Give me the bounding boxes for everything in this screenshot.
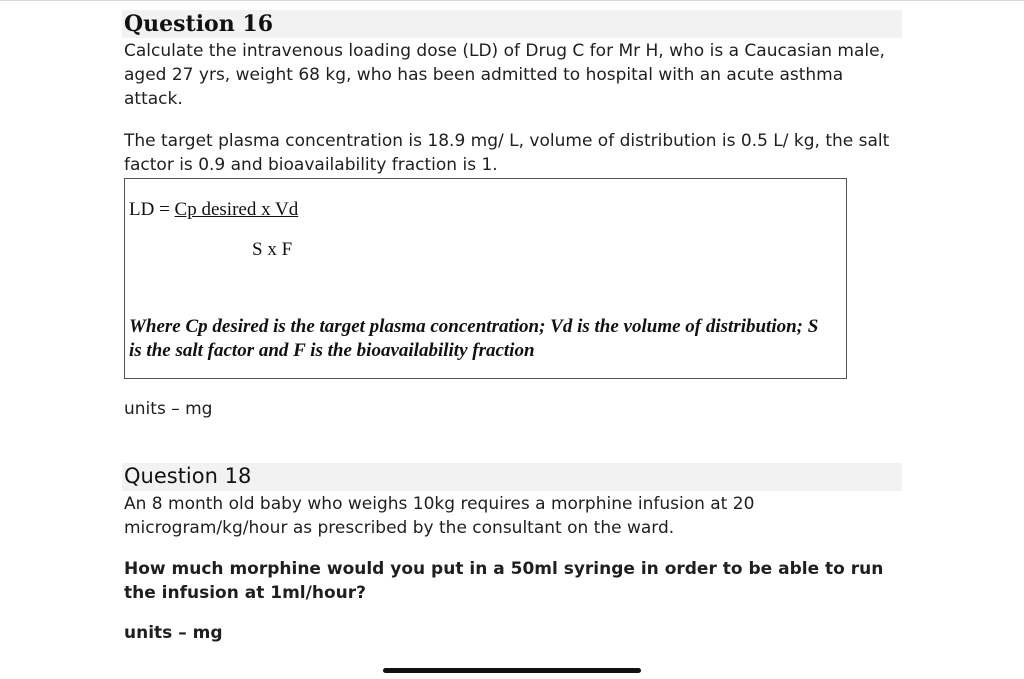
question-18-title: Question 18 [124,464,252,488]
question-16-title: Question 16 [124,11,274,37]
question-16-units: units – mg [124,399,213,419]
home-indicator[interactable] [383,668,641,673]
question-16-header [122,10,902,38]
question-18-paragraph-1: An 8 month old baby who weighs 10kg requires a morphine infusion at 20 microgram/kg/hour as prescribed by the consultant on the ward. [124,494,755,538]
question-18-paragraph-2: How much morphine would you put in a 50ml syringe in order to be able to run the infusion at 1ml/hour? [124,559,884,603]
formula-denominator: S x F [252,239,293,260]
question-16-paragraph-1: Calculate the intravenous loading dose (LD) of Drug C for Mr H, who is a Caucasian male, aged 27 yrs, weight 68 kg, who has been admitted to hospital with an acute asthma attack. [124,41,885,109]
formula-lhs-label: LD = [129,199,175,220]
formula-box [124,178,847,379]
question-16-paragraph-2: The target plasma concentration is 18.9 mg/ L, volume of distribution is 0.5 L/ kg, the salt factor is 0.9 and bioavailability fraction is 1. [124,131,890,175]
top-divider [0,0,1024,1]
formula-numerator: Cp desired x Vd [174,199,299,220]
formula-note: Where Cp desired is the target plasma concentration; Vd is the volume of distribution; S is the salt factor and F is the bioavailability fraction [129,316,819,361]
question-18-header [122,463,902,491]
formula-left-side [129,199,298,221]
question-18-units: units – mg [124,623,223,643]
